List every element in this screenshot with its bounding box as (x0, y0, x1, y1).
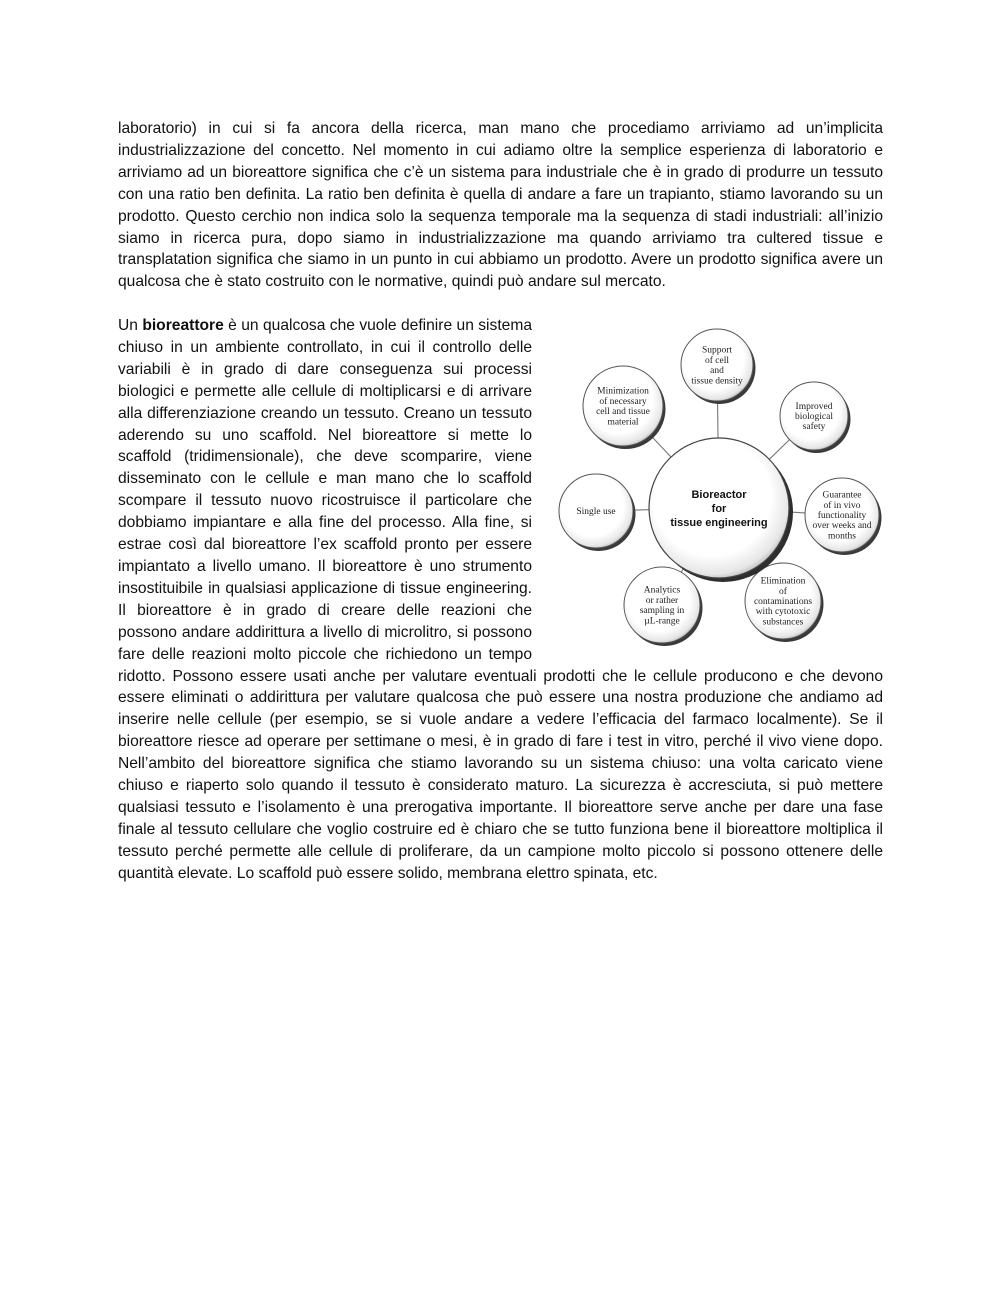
node-label-line: over weeks and (812, 521, 872, 532)
node-label-line: cell and tissue (596, 407, 650, 418)
node-label-line: of (779, 586, 787, 597)
center-title-line: tissue engineering (670, 517, 768, 529)
paragraph-intro: laboratorio) in cui si fa ancora della ricerca, man mano che procediamo arriviamo ad un’implicita industrializzazione del concetto. Nel momento in cui adiamo oltre la semplice esperienza di laboratorio e arriviamo ad un bioreattore significa che c’è un sistema para industriale che è in grado di produrre un tessuto con una ratio ben definita. La ratio ben definita è quella di andare a fare un trapianto, stiamo lavorando su un prodotto. Questo cerchio non indica solo la sequenza temporale ma la sequenza di stadi industriali: all’inizio siamo in ricerca pura, dopo siamo in industrializzazione ma quando arriviamo tra cultered tissue e transplatation significa che siamo in un punto in cui abbiamo un prodotto. Avere un prodotto significa avere un qualcosa che è stato costruito con le normative, quindi può andare sul mercato. (118, 120, 883, 291)
node-single-use-label (576, 507, 615, 517)
node-label-line: Minimization (597, 386, 649, 397)
bioreactor-diagram-svg (552, 321, 885, 656)
node-label-line: Elimination (760, 576, 806, 587)
paragraph-body: è un qualcosa che vuole definire un sistema chiuso in un ambiente controllato, in cui il controllo delle variabili è in grado di dare conseguenza sui processi biologici e permette alle cellule di moltiplicarsi e di arrivare alla differenziazione creando un tessuto. Creano un tessuto aderendo su uno scaffold. Nel bioreattore si mette lo scaffold (tridimensionale), che deve scomparire, viene disseminato con le cellule e man mano che lo scaffold scompare il tessuto nuovo ricostruisce il particolare che dobbiamo impiantare e alla fine del processo. Alla fine, si estrae così dal bioreattore l’ex scaffold pronto per essere impiantato a livello umano. Il bioreattore è uno strumento insostituibile in qualsiasi applicazione di tissue engineering. Il bioreattore è in grado di creare delle reazioni che possono andare addirittura a livello di microlitro, si possono fare delle reazioni molto piccole che richiedono un tempo ridotto. Possono essere usati anche per valutare eventuali prodotti che le cellule producono e che devono essere eliminati o addirittura per valutare qualcosa che può essere una nostra produzione che andiamo ad inserire nelle cellule (per esempio, se si vuole andare a vedere l’efficacia del farmaco localmente). Se il bioreattore riesce ad operare per settimane o mesi, è in grado di fare i test in vitro, perché il vivo viene dopo. Nell’ambito del bioreattore significa che stiamo lavorando su un sistema chiuso: una volta caricato viene chiuso e riaperto solo quando il tessuto è considerato maturo. La sicurezza è accresciuta, si può mettere qualsiasi tessuto e l’isolamento è una prerogativa importante. Il bioreattore serve anche per dare una fase finale al tessuto cellulare che voglio costruire ed è chiaro che se tutto funziona bene il bioreattore moltiplica il tessuto perché permette alle cellule di proliferare, da un campione molto piccolo si possono ottenere delle quantità elevate. Lo scaffold può essere solido, membrana elettro spinata, etc. (118, 317, 883, 882)
node-label-line: Improved (795, 401, 833, 412)
node-label-line: of cell (704, 355, 730, 366)
node-label-line: functionality (817, 511, 867, 521)
term-bioreattore: bioreattore (142, 317, 224, 334)
node-label-line: substances (762, 617, 804, 628)
node-label-line: Single use (576, 507, 616, 517)
node-label-line: or rather (645, 595, 679, 606)
node-label-line: of necessary (599, 396, 647, 407)
node-label-line: Guarantee (822, 490, 862, 501)
center-title-line: for (711, 503, 727, 515)
paragraph-bioreactor (118, 315, 883, 885)
node-label-line: Analytics (643, 585, 681, 596)
node-label-line: biological (795, 412, 833, 422)
bioreactor-diagram (552, 321, 885, 656)
node-label-line: contaminations (753, 597, 813, 607)
node-label-line: safety (802, 422, 826, 433)
node-label-line: with cytotoxic (755, 607, 811, 618)
node-label-line: µL-range (644, 616, 680, 627)
node-label-line: months (828, 531, 856, 542)
node-label-line: material (607, 417, 639, 428)
node-label-line: sampling in (639, 606, 685, 617)
connector-line (769, 440, 789, 460)
center-title-line: Bioreactor (691, 489, 747, 501)
connector-line (650, 435, 671, 457)
paragraph-lead: Un (118, 317, 143, 334)
node-label-line: Support (701, 345, 733, 356)
node-label-line: tissue density (691, 376, 743, 387)
node-label-line: and (710, 366, 724, 377)
node-label-line: of in vivo (823, 500, 861, 511)
node-analytics-sampling-label (640, 586, 685, 627)
connector-line (718, 401, 719, 438)
